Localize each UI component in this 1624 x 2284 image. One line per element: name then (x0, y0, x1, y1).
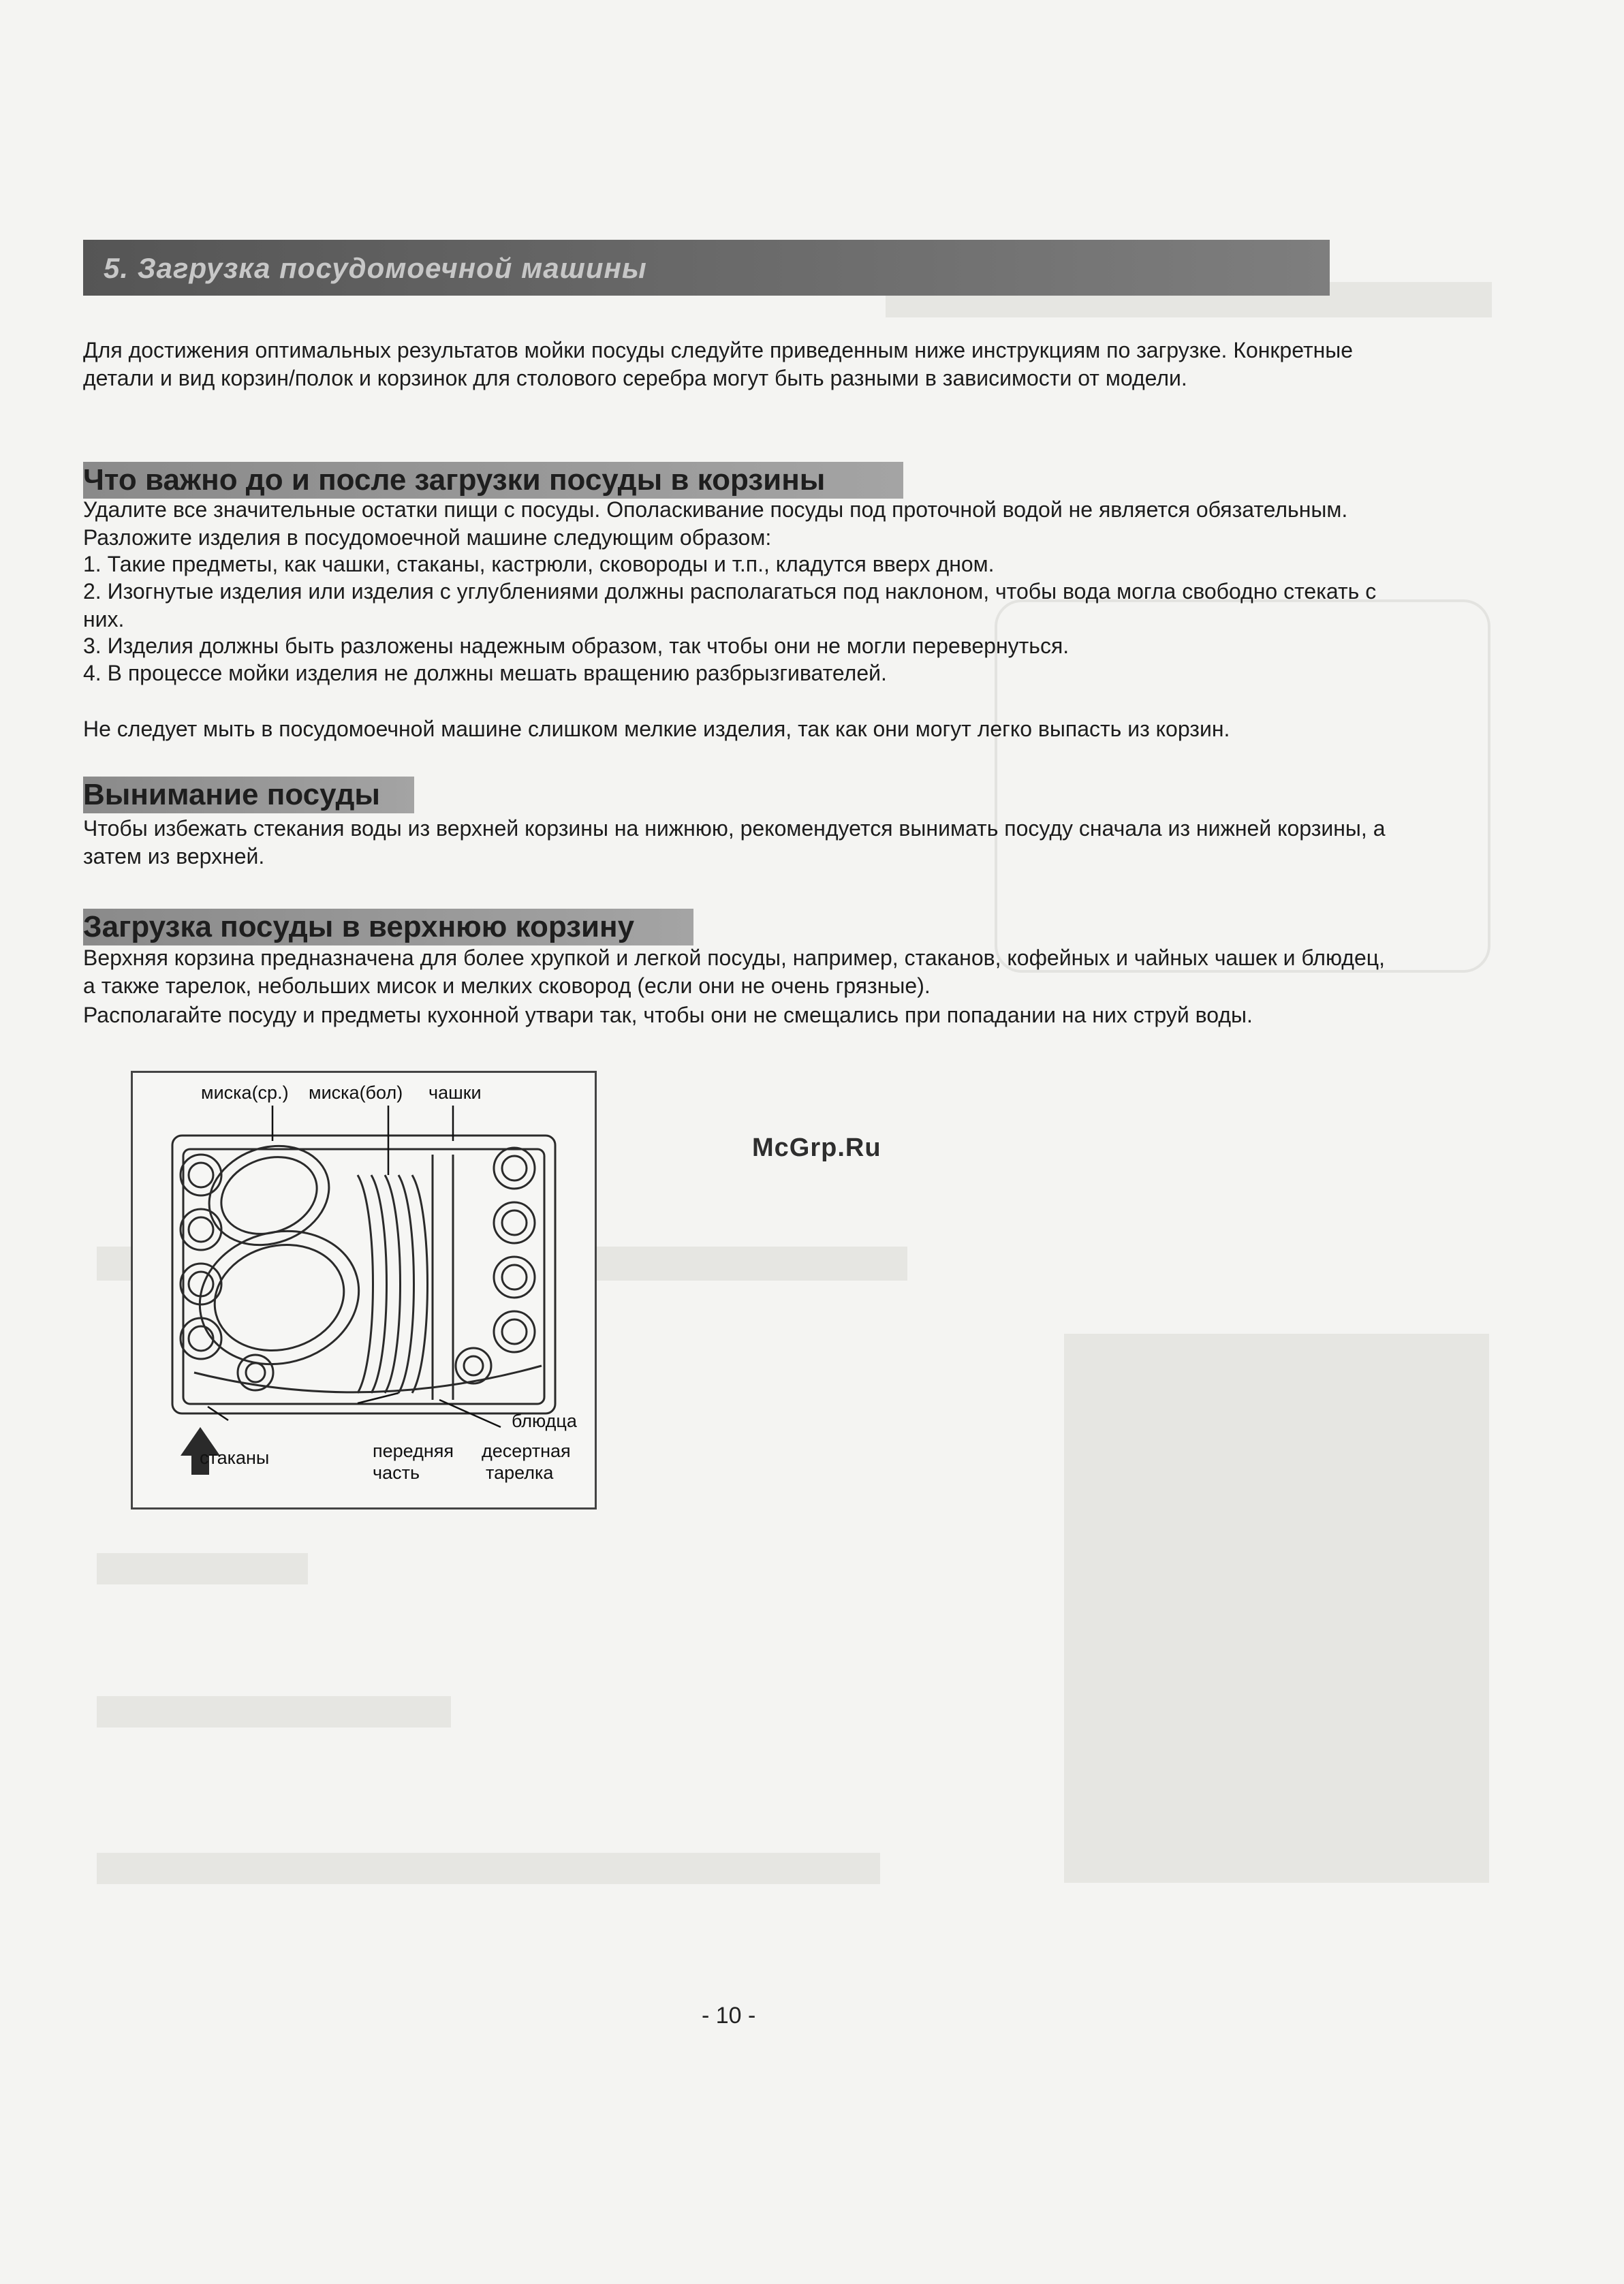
heading-before-after: Что важно до и после загрузки посуды в корзины (83, 462, 903, 499)
intro-text: Для достижения оптимальных результатов мойки посуды следуйте приведенным ниже инструкциям по загрузке. Конкретные детали и вид корзин/полок и корзинок для столового серебра могут быть разными в зависимости от модели. (83, 338, 1354, 390)
upper-basket-text-2: Располагайте посуду и предметы кухонной утвари так, чтобы они не смещались при попадании на них струй воды. (83, 1003, 1253, 1027)
unloading-text: Чтобы избежать стекания воды из верхней корзины на нижнюю, рекомендуется вынимать посуду сначала из нижней корзины, а затем из верхней. (83, 816, 1386, 869)
page-number: - 10 - (702, 2003, 756, 2029)
reverse-page-bar (97, 1696, 451, 1727)
label-front-1: передняя (373, 1441, 454, 1461)
list-item-3: 3. Изделия должны быть разложены надежным образом, так чтобы они не могли перевернуться. (83, 633, 1069, 658)
reverse-page-bar (97, 1553, 308, 1584)
upper-basket-text: Верхняя корзина предназначена для более хрупкой и легкой посуды, например, стаканов, кофейных и чайных чашек и блюдец, а также тарелок, небольших мисок и мелких сковород (если они не очень грязные). (83, 945, 1385, 998)
heading-unloading: Вынимание посуды (83, 777, 414, 813)
label-glasses: стаканы (200, 1448, 270, 1468)
section-title: 5. Загрузка посудомоечной машины (104, 252, 647, 284)
label-bowl-medium: миска(ср.) (201, 1082, 289, 1103)
section-title-bar (83, 240, 1330, 296)
reverse-page-bar (97, 1853, 880, 1884)
label-saucers: блюдца (512, 1411, 577, 1431)
upper-basket-diagram (131, 1071, 597, 1509)
label-front-2: часть (373, 1462, 420, 1483)
watermark: McGrp.Ru (752, 1133, 881, 1162)
label-cups: чашки (428, 1082, 482, 1103)
label-dessert-2: тарелка (486, 1462, 554, 1483)
list-item-4: 4. В процессе мойки изделия не должны мешать вращению разбрызгивателей. (83, 661, 887, 685)
reverse-page-shadow (1064, 1334, 1489, 1883)
label-dessert-1: десертная (482, 1441, 571, 1461)
before-after-text: Удалите все значительные остатки пищи с посуды. Ополаскивание посуды под проточной водой не является обязательным. Разложите изделия в посудомоечной машине следующим образом: (83, 497, 1348, 550)
list-item-2: 2. Изогнутые изделия или изделия с углублениями должны располагаться под наклоном, чтобы вода могла свободно стекать с них. (83, 579, 1377, 631)
heading-upper-basket: Загрузка посуды в верхнюю корзину (83, 909, 693, 945)
label-bowl-large: миска(бол) (309, 1082, 403, 1103)
list-item-1: 1. Такие предметы, как чашки, стаканы, кастрюли, сковороды и т.п., кладутся вверх дном. (83, 552, 995, 576)
note-small-items: Не следует мыть в посудомоечной машине слишком мелкие изделия, так как они могут легко выпасть из корзин. (83, 717, 1230, 741)
